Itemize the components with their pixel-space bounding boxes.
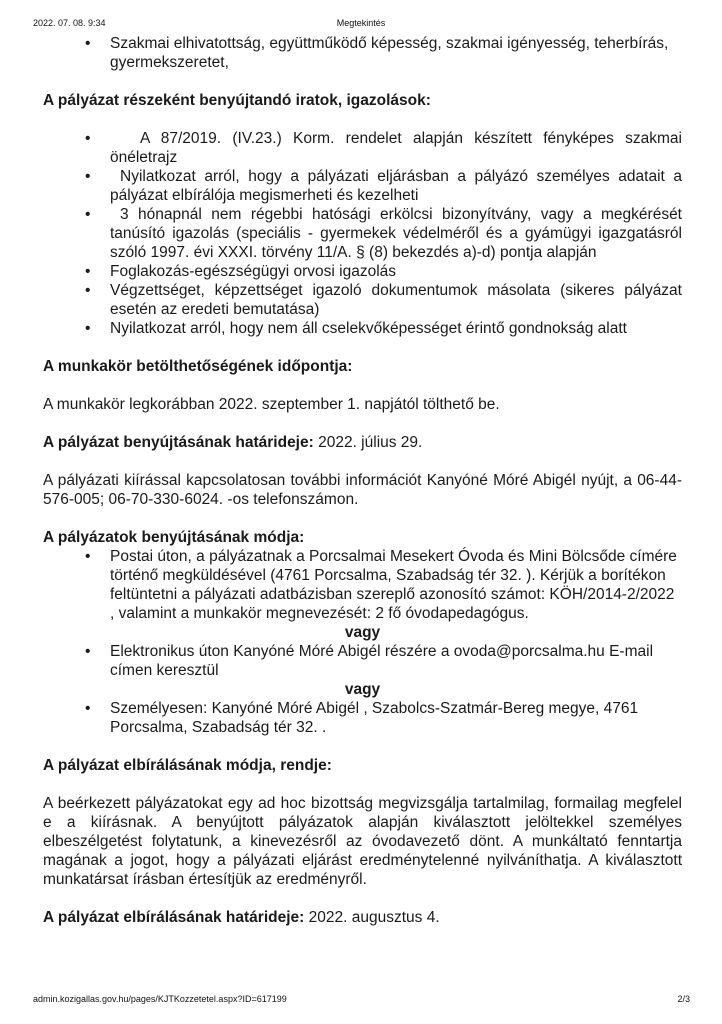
bullet-icon: •: [85, 35, 91, 52]
print-url: admin.kozigallas.gov.hu/pages/KJTKozzetetel.aspx?ID=617199: [33, 994, 287, 1004]
bullet-icon: •: [85, 700, 91, 717]
submission-list: [43, 547, 682, 737]
list-item: • Nyilatkozat arról, hogy nem áll cselekvőképességet érintő gondnokság alatt: [85, 320, 627, 337]
page-number: 2/3: [677, 994, 690, 1004]
separator-or: vagy: [344, 681, 381, 698]
bullet-icon: •: [85, 206, 91, 223]
list-item: • Foglakozás-egészségügyi orvosi igazolás: [85, 263, 397, 280]
evaluation-text: A beérkezett pályázatokat egy ad hoc bizottság megvizsgálja tartalmilag, formailag megfelel e a kiírásnak. A benyújtott pályázatok alapján kiválasztott jelöltekkel személyes elbeszélgetést folytatunk, a kinevezésről az óvodavezető dönt. A munkáltató fenntartja magának a jogot, hogy a pályázati eljárást eredménytelenné nyilváníthatja. A kiválasztott munkatársat írásban értesítjük az eredményről.: [43, 795, 682, 888]
list-item: • Szakmai elhivatottság, együttműködő képesség, szakmai igényesség, teherbírás, gyermekszeretet,: [85, 35, 669, 71]
separator-or: vagy: [344, 624, 381, 641]
documents-heading: A pályázat részeként benyújtandó iratok, igazolások:: [43, 92, 431, 109]
submission-deadline: A pályázat benyújtásának határideje: 2022. július 29.: [43, 434, 423, 451]
print-title: Megtekintés: [336, 18, 386, 28]
bullet-icon: •: [85, 320, 91, 337]
start-date-heading: A munkakör betölthetőségének időpontja:: [43, 358, 353, 375]
bullet-icon: •: [85, 282, 91, 299]
list-item: • 3 hónapnál nem régebbi hatósági erkölcsi bizonyítvány, vagy a megkérését tanúsító igazolás (speciális - gyermekek védelméről és a gyámügyi igazgatásról szóló 1997. évi XXXI. törvény 11/A. § (8) bekezdés a)-d) pontja alapján: [85, 206, 682, 261]
bullet-icon: •: [85, 263, 91, 280]
submission-heading: A pályázatok benyújtásának módja:: [43, 529, 305, 546]
list-item: • Elektronikus úton Kanyóné Móré Abigél részére a ovoda@porcsalma.hu E-mail címen keresztül: [85, 643, 654, 679]
bullet-icon: •: [85, 643, 91, 660]
list-item: • Nyilatkozat arról, hogy a pályázati eljárásban a pályázó személyes adatait a pályázat elbírálója megismerheti és kezelheti: [85, 168, 682, 204]
bullet-icon: •: [85, 548, 91, 565]
competencies-list: [43, 34, 682, 72]
bullet-icon: •: [85, 130, 91, 147]
print-datetime: 2022. 07. 08. 9:34: [33, 18, 106, 28]
contact-info: A pályázati kiírással kapcsolatosan további információt Kanyóné Móré Abigél nyújt, a 06-44-576-005; 06-70-330-6024. -os telefonszámon.: [43, 472, 682, 508]
list-item: • Postai úton, a pályázatnak a Porcsalmai Mesekert Óvoda és Mini Bölcsőde címére történő megküldésével (4761 Porcsalma, Szabadság tér 32. ). Kérjük a borítékon feltüntetni a pályázati adatbázisban szereplő azonosító számot: KÖH/2014-2/2022 , valamint a munkakör megnevezését: 2 fő óvodapedagógus.: [85, 548, 677, 622]
evaluation-deadline: A pályázat elbírálásának határideje: 2022. augusztus 4.: [43, 909, 440, 926]
bullet-icon: •: [85, 168, 91, 185]
documents-list: [43, 129, 682, 338]
evaluation-heading: A pályázat elbírálásának módja, rendje:: [43, 757, 332, 774]
start-date-text: A munkakör legkorábban 2022. szeptember 1. napjától tölthető be.: [43, 396, 500, 413]
document-body: [43, 34, 682, 927]
list-item: • Végzettséget, képzettséget igazoló dokumentumok másolata (sikeres pályázat esetén az eredeti bemutatása): [85, 282, 682, 318]
list-item: • Személyesen: Kanyóné Móré Abigél , Szabolcs-Szatmár-Bereg megye, 4761 Porcsalma, Szabadság tér 32. .: [85, 700, 639, 736]
list-item: • A 87/2019. (IV.23.) Korm. rendelet alapján készített fényképes szakmai önéletrajz: [85, 130, 682, 166]
